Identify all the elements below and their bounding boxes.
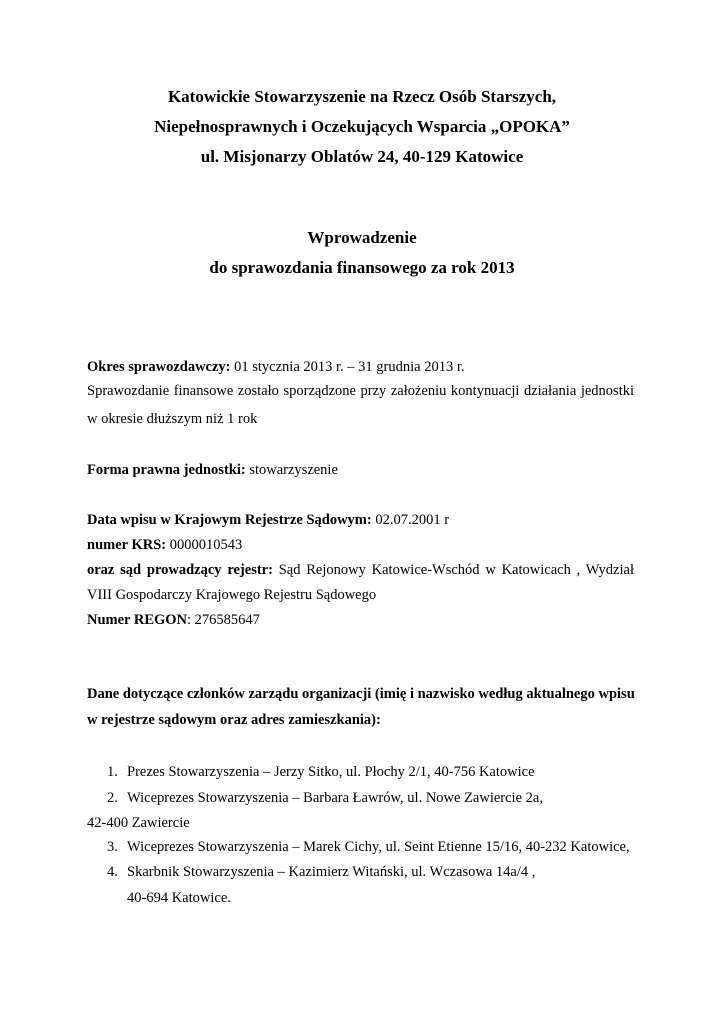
board-member-3 <box>107 838 630 856</box>
organization-address: ul. Misjonarzy Oblatów 24, 40-129 Katowice <box>200 147 524 166</box>
board-member-text: Wiceprezes Stowarzyszenia – Marek Cichy, ul. Seint Etienne 15/16, 40-232 Katowice, <box>127 839 630 855</box>
registry-court <box>87 561 634 579</box>
list-number: 3. <box>107 839 118 855</box>
document-title: Wprowadzenie <box>307 228 417 247</box>
board-member-4-continuation: 40-694 Katowice. <box>127 890 231 906</box>
board-member-text: Prezes Stowarzyszenia – Jerzy Sitko, ul. Płochy 2/1, 40-756 Katowice <box>127 764 535 780</box>
legal-form-label: Forma prawna jednostki: <box>87 462 246 478</box>
registration-date-label: Data wpisu w Krajowym Rejestrze Sądowym: <box>87 512 372 528</box>
registration-date <box>87 511 449 529</box>
organization-name-line-2: Niepełnosprawnych i Oczekujących Wsparcia „OPOKA” <box>154 117 570 136</box>
document-subtitle: do sprawozdania finansowego za rok 2013 <box>209 258 515 277</box>
list-number: 1. <box>107 764 118 780</box>
board-heading-line-2: w rejestrze sądowym oraz adres zamieszkania): <box>87 712 381 728</box>
continuity-statement-line-2: w okresie dłuższym niż 1 rok <box>87 411 258 427</box>
continuity-statement-line-1: Sprawozdanie finansowe zostało sporządzone przy założeniu kontynuacji działania jednostki <box>87 383 634 399</box>
legal-form <box>87 461 338 479</box>
regon-number-value: : 276585647 <box>187 612 260 628</box>
board-member-2 <box>107 789 543 807</box>
organization-name-line-1: Katowickie Stowarzyszenie na Rzecz Osób Starszych, <box>167 87 557 106</box>
krs-number <box>87 536 242 554</box>
regon-number <box>87 611 260 629</box>
reporting-period-label: Okres sprawozdawczy: <box>87 359 231 375</box>
board-heading-line-1: Dane dotyczące członków zarządu organizacji (imię i nazwisko według aktualnego wpisu <box>87 686 635 702</box>
board-member-text: Skarbnik Stowarzyszenia – Kazimierz Witański, ul. Wczasowa 14a/4 , <box>127 864 536 880</box>
board-member-1 <box>107 763 535 781</box>
reporting-period-value: 01 stycznia 2013 r. – 31 grudnia 2013 r. <box>230 359 465 375</box>
board-member-2-continuation: 42-400 Zawiercie <box>87 815 190 831</box>
reporting-period <box>87 358 465 376</box>
list-number: 4. <box>107 864 118 880</box>
registration-date-value: 02.07.2001 r <box>371 512 450 528</box>
regon-number-label: Numer REGON <box>87 612 188 628</box>
board-member-4 <box>107 863 535 881</box>
krs-number-value: 0000010543 <box>166 537 243 553</box>
krs-number-label: numer KRS: <box>87 537 167 553</box>
board-member-text: Wiceprezes Stowarzyszenia – Barbara Ławrów, ul. Nowe Zawiercie 2a, <box>127 790 543 806</box>
registry-court-line-2: VIII Gospodarczy Krajowego Rejestru Sądowego <box>87 587 377 603</box>
registry-court-value: Sąd Rejonowy Katowice-Wschód w Katowicach , Wydział <box>272 562 634 578</box>
list-number: 2. <box>107 790 118 806</box>
registry-court-label: oraz sąd prowadzący rejestr: <box>87 562 273 578</box>
legal-form-value: stowarzyszenie <box>245 462 338 478</box>
